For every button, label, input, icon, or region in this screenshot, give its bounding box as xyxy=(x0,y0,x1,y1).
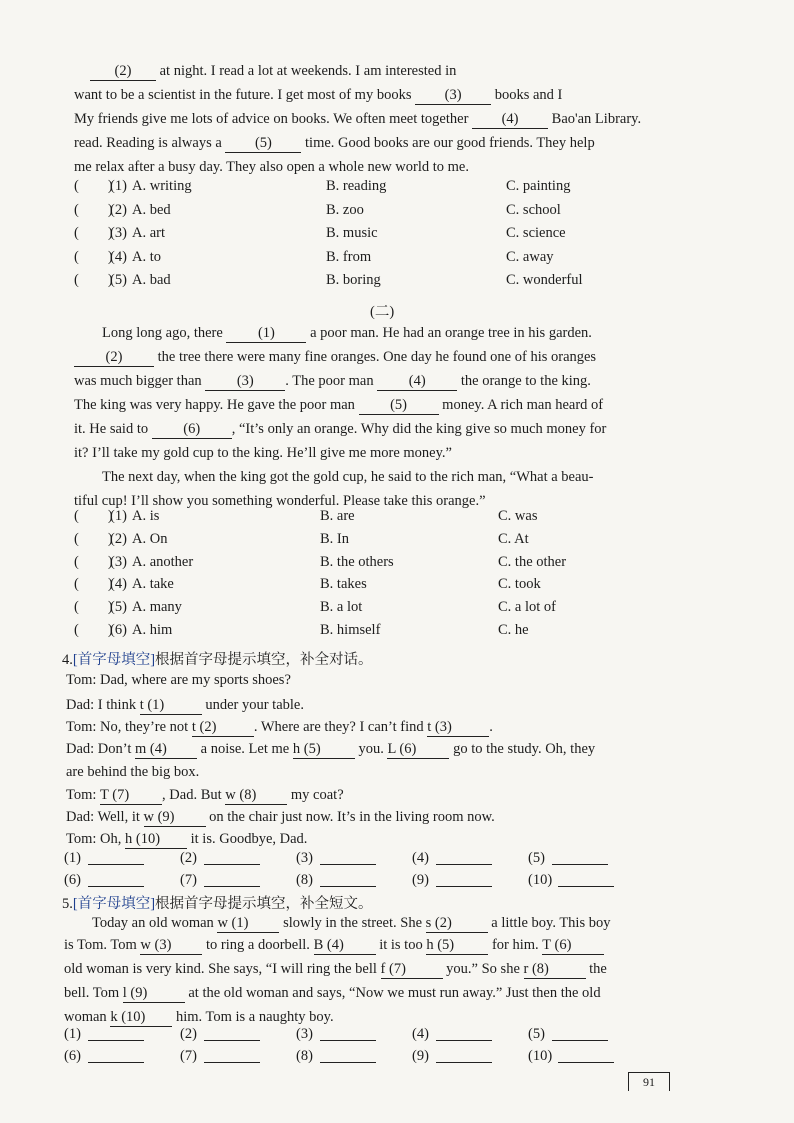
option-a[interactable]: A. is xyxy=(132,508,160,524)
answer-blank[interactable]: t (3) xyxy=(427,718,489,737)
answer-line[interactable] xyxy=(552,1026,608,1041)
answer-line[interactable] xyxy=(88,1026,144,1041)
page-number: 91 xyxy=(628,1072,670,1091)
passage-text: Long long ago, there xyxy=(102,325,227,341)
task-tag: [首字母填空] xyxy=(72,652,156,668)
passage-text: old woman is very kind. She says, “I will ring the bell xyxy=(64,961,381,977)
option-a[interactable]: A. him xyxy=(132,622,173,638)
option-a[interactable]: A. another xyxy=(132,553,194,570)
answer-number: (6) xyxy=(64,872,81,888)
answer-blank[interactable]: (1) xyxy=(226,324,306,343)
answer-number: (8) xyxy=(296,1048,313,1064)
passage-text: go to the study. Oh, they xyxy=(449,741,596,757)
passage-text: for him. xyxy=(488,937,543,953)
option-b[interactable]: B. takes xyxy=(320,576,367,593)
answer-blank[interactable]: k (10) xyxy=(110,1008,172,1027)
answer-blank[interactable]: L (6) xyxy=(387,740,449,759)
passage-text: a little boy. This boy xyxy=(487,915,611,931)
answer-line[interactable] xyxy=(436,1026,492,1041)
question-row xyxy=(74,531,694,553)
passage-text: it is. Goodbye, Dad. xyxy=(187,831,308,847)
answer-blank[interactable]: w (9) xyxy=(144,808,206,827)
answer-blank[interactable]: (5) xyxy=(359,396,439,415)
answer-line[interactable] xyxy=(320,872,376,887)
answer-blank[interactable]: T (6) xyxy=(542,936,604,955)
question-number: (4) xyxy=(110,248,127,265)
passage-text: Tom: Oh, xyxy=(66,831,125,847)
dialogue-line xyxy=(66,830,307,849)
question-number: (4) xyxy=(110,576,127,593)
section-two-mark: (二) xyxy=(370,304,395,320)
passage-text: money. A rich man heard of xyxy=(438,397,604,413)
passage-text: the orange to the king. xyxy=(457,373,591,389)
answer-blank[interactable]: t (1) xyxy=(140,696,202,715)
task-five-heading xyxy=(62,892,373,913)
option-c[interactable]: C. took xyxy=(498,576,541,593)
answer-blank[interactable]: T (7) xyxy=(100,786,162,805)
dialogue-line xyxy=(66,764,199,781)
option-a[interactable]: A. bed xyxy=(132,201,171,218)
answer-blank[interactable]: t (2) xyxy=(192,718,254,737)
question-row xyxy=(74,599,694,621)
option-a[interactable]: A. art xyxy=(132,225,166,241)
answer-bracket[interactable]: ( ) xyxy=(74,201,113,218)
passage-text: My friends give me lots of advice on books. We often meet together xyxy=(74,111,473,127)
answer-line[interactable] xyxy=(558,1048,614,1063)
option-b[interactable]: B. reading xyxy=(326,178,387,194)
question-number: (3) xyxy=(110,553,127,570)
answer-bracket[interactable]: ( ) xyxy=(74,530,113,547)
answer-blank[interactable]: B (4) xyxy=(314,936,376,955)
passage-text: Bao'an Library. xyxy=(548,111,642,127)
answer-number: (3) xyxy=(296,1026,313,1042)
answer-line[interactable] xyxy=(204,1026,260,1041)
answer-bracket[interactable]: ( ) xyxy=(74,576,113,593)
answer-bracket[interactable]: ( ) xyxy=(74,622,113,638)
answer-blank[interactable]: h (5) xyxy=(293,740,355,759)
answer-item xyxy=(64,850,174,872)
answer-bracket[interactable]: ( ) xyxy=(74,225,113,241)
option-a[interactable]: A. On xyxy=(132,530,168,547)
task-number: 5. xyxy=(62,896,73,912)
answer-number: (10) xyxy=(528,872,553,888)
answer-line[interactable] xyxy=(204,850,260,865)
answer-item xyxy=(296,1026,406,1048)
dialogue-line xyxy=(66,808,495,827)
passage-text: slowly in the street. She xyxy=(279,915,426,931)
passage-text: a poor man. He had an orange tree in his garden. xyxy=(306,325,592,341)
answer-line[interactable] xyxy=(558,872,614,887)
answer-blank[interactable]: (4) xyxy=(472,110,548,129)
question-number: (3) xyxy=(110,225,127,241)
option-b[interactable]: B. boring xyxy=(326,272,381,288)
answer-number: (6) xyxy=(64,1048,81,1064)
passage-line xyxy=(64,984,601,1003)
passage-text: Tom: xyxy=(66,787,101,803)
answer-blank[interactable]: h (5) xyxy=(426,936,488,955)
option-b[interactable]: B. zoo xyxy=(326,201,364,218)
passage-text: , Dad. But xyxy=(162,787,226,803)
question-number: (5) xyxy=(110,599,127,616)
passage-line xyxy=(90,60,696,84)
answer-item xyxy=(528,872,638,894)
answer-blank[interactable]: l (9) xyxy=(123,984,185,1003)
answer-blank[interactable]: h (10) xyxy=(125,830,187,849)
question-number: (1) xyxy=(110,178,127,194)
passage-text: woman xyxy=(64,1009,111,1025)
answer-item xyxy=(180,1026,290,1048)
option-c[interactable]: C. At xyxy=(498,530,529,547)
answer-line[interactable] xyxy=(436,872,492,887)
passage-text: it? I’ll take my gold cup to the king. He’ll give me more money.” xyxy=(74,445,452,461)
option-c[interactable]: C. away xyxy=(506,248,554,265)
passage-text: on the chair just now. It’s in the living room now. xyxy=(205,809,495,825)
answer-line[interactable] xyxy=(320,1026,376,1041)
passage-line xyxy=(64,1008,334,1027)
option-a[interactable]: A. many xyxy=(132,599,182,616)
answer-line[interactable] xyxy=(436,850,492,865)
answer-line[interactable] xyxy=(204,872,260,887)
option-c[interactable]: C. the other xyxy=(498,553,567,570)
passage-line xyxy=(74,156,680,180)
option-b[interactable]: B. music xyxy=(326,225,378,241)
passage-text: The king was very happy. He gave the poor man xyxy=(74,397,359,413)
question-row xyxy=(74,508,694,530)
passage-line xyxy=(74,394,680,418)
option-a[interactable]: A. writing xyxy=(132,178,192,194)
passage-line xyxy=(74,346,680,370)
option-c[interactable]: C. school xyxy=(506,201,561,218)
answer-item xyxy=(64,872,174,894)
answer-blank[interactable]: w (8) xyxy=(225,786,287,805)
question-number: (2) xyxy=(110,530,127,547)
answer-bracket[interactable]: ( ) xyxy=(74,599,113,616)
answer-line[interactable] xyxy=(436,1048,492,1063)
answer-line[interactable] xyxy=(204,1048,260,1063)
passage-text: him. Tom is a naughty boy. xyxy=(172,1009,334,1025)
answer-number: (3) xyxy=(296,850,313,866)
option-b[interactable]: B. himself xyxy=(320,622,381,638)
passage-text: are behind the big box. xyxy=(66,764,200,780)
question-number: (2) xyxy=(110,201,127,218)
passage-text: it. He said to xyxy=(74,421,152,437)
question-row xyxy=(74,178,694,200)
passage-text: want to be a scientist in the future. I get most of my books xyxy=(74,87,416,103)
answer-blank[interactable]: m (4) xyxy=(135,740,197,759)
option-a[interactable]: A. bad xyxy=(132,272,171,288)
question-row xyxy=(74,272,694,294)
dialogue-line xyxy=(66,740,595,759)
answer-line[interactable] xyxy=(88,1048,144,1063)
passage-line xyxy=(64,914,610,933)
passage-text: . Where are they? I can’t find xyxy=(253,719,428,735)
dialogue-line xyxy=(66,786,344,805)
option-c[interactable]: C. was xyxy=(498,508,538,524)
passage-text: Tom: No, they’re not xyxy=(66,719,192,735)
answer-blank[interactable]: (4) xyxy=(377,372,457,391)
answer-item xyxy=(64,1026,174,1048)
passage-text: Today an old woman xyxy=(92,915,218,931)
passage-text: bell. Tom xyxy=(64,985,123,1001)
answer-item xyxy=(64,1048,174,1070)
answer-item xyxy=(528,850,638,872)
passage-text: at night. I read a lot at weekends. I am interested in xyxy=(156,63,457,79)
option-b[interactable]: B. from xyxy=(326,248,372,265)
passage-text: you.” So she xyxy=(442,961,524,977)
answer-number: (5) xyxy=(528,850,545,866)
passage-text: Dad: Well, it xyxy=(66,809,144,825)
passage-text: . The poor man xyxy=(285,373,378,389)
answer-bracket[interactable]: ( ) xyxy=(74,248,113,265)
passage-text: the xyxy=(585,961,607,977)
option-b[interactable]: B. a lot xyxy=(320,599,363,616)
passage-line xyxy=(74,108,680,132)
answer-number: (1) xyxy=(64,850,81,866)
option-c[interactable]: C. painting xyxy=(506,178,571,194)
answer-blank[interactable]: s (2) xyxy=(426,914,488,933)
answer-line[interactable] xyxy=(320,1048,376,1063)
answer-number: (2) xyxy=(180,1026,197,1042)
answer-item xyxy=(412,872,522,894)
answer-blank[interactable]: r (8) xyxy=(524,960,586,979)
task-four-heading xyxy=(62,648,373,669)
answer-bracket[interactable]: ( ) xyxy=(74,508,113,524)
answer-blank[interactable]: w (1) xyxy=(217,914,279,933)
task-instruction: 根据首字母提示填空，补全短文。 xyxy=(155,896,373,912)
answer-blank[interactable]: (2) xyxy=(90,62,156,81)
answer-bracket[interactable]: ( ) xyxy=(74,553,113,570)
answer-number: (10) xyxy=(528,1048,553,1064)
answer-number: (9) xyxy=(412,1048,429,1064)
dialogue-line xyxy=(66,672,291,689)
passage-text: books and I xyxy=(491,87,563,103)
answer-number: (7) xyxy=(180,1048,197,1064)
answer-item xyxy=(412,850,522,872)
answer-blank[interactable]: (2) xyxy=(74,348,154,367)
passage-line xyxy=(64,936,604,955)
answer-number: (9) xyxy=(412,872,429,888)
answer-line[interactable] xyxy=(552,850,608,865)
answer-item xyxy=(296,850,406,872)
answer-item xyxy=(180,850,290,872)
passage-text: a noise. Let me xyxy=(197,741,293,757)
passage-text: Dad: I think xyxy=(66,697,140,713)
passage-text: you. xyxy=(354,741,388,757)
answer-blank[interactable]: f (7) xyxy=(381,960,443,979)
option-c[interactable]: C. he xyxy=(498,622,529,638)
answer-blank[interactable]: (3) xyxy=(205,372,285,391)
answer-item xyxy=(180,1048,290,1070)
answer-bracket[interactable]: ( ) xyxy=(74,272,113,288)
answer-bracket[interactable]: ( ) xyxy=(74,178,113,194)
answer-line[interactable] xyxy=(88,872,144,887)
question-row xyxy=(74,622,694,644)
passage-line xyxy=(74,418,680,442)
answer-item xyxy=(180,872,290,894)
option-b[interactable]: B. In xyxy=(320,530,349,547)
question-row xyxy=(74,225,694,247)
answer-item xyxy=(412,1048,522,1070)
passage-text: . xyxy=(489,719,493,735)
option-b[interactable]: B. are xyxy=(320,508,355,524)
option-c[interactable]: C. a lot of xyxy=(498,599,556,616)
option-a[interactable]: A. take xyxy=(132,576,174,593)
option-a[interactable]: A. to xyxy=(132,248,161,265)
task-instruction: 根据首字母提示填空，补全对话。 xyxy=(155,652,373,668)
question-row xyxy=(74,202,694,224)
passage-text: was much bigger than xyxy=(74,373,206,389)
answer-item xyxy=(412,1026,522,1048)
answer-number: (8) xyxy=(296,872,313,888)
question-row xyxy=(74,249,694,271)
passage-text: read. Reading is always a xyxy=(74,135,226,151)
question-row xyxy=(74,554,694,576)
question-number: (5) xyxy=(110,272,127,288)
answer-blank[interactable]: (3) xyxy=(415,86,491,105)
question-number: (6) xyxy=(110,622,127,638)
answer-blank[interactable]: w (3) xyxy=(140,936,202,955)
passage-text: time. Good books are our good friends. They help xyxy=(301,135,595,151)
option-c[interactable]: C. wonderful xyxy=(506,272,583,288)
passage-text: , “It’s only an orange. Why did the king give so much money for xyxy=(231,421,607,437)
passage-line xyxy=(64,960,607,979)
answer-line[interactable] xyxy=(320,850,376,865)
answer-item xyxy=(528,1048,638,1070)
passage-line xyxy=(74,132,680,156)
answer-blank[interactable]: (5) xyxy=(225,134,301,153)
option-b[interactable]: B. the others xyxy=(320,553,394,570)
dialogue-line xyxy=(66,696,304,715)
passage-text: is Tom. Tom xyxy=(64,937,141,953)
dialogue-line xyxy=(66,718,493,737)
question-number: (1) xyxy=(110,508,127,524)
passage-line xyxy=(74,466,680,490)
answer-number: (4) xyxy=(412,850,429,866)
passage-text: me relax after a busy day. They also open a whole new world to me. xyxy=(74,159,469,175)
passage-text: my coat? xyxy=(287,787,344,803)
passage-text: tiful cup! I’ll show you something wonderful. Please take this orange.” xyxy=(74,493,486,509)
passage-line xyxy=(74,442,680,466)
passage-text: it is too xyxy=(375,937,427,953)
passage-text: Dad: Don’t xyxy=(66,741,136,757)
answer-blank[interactable]: (6) xyxy=(152,420,232,439)
passage-line xyxy=(74,322,680,346)
passage-text: at the old woman and says, “Now we must run away.” Just then the old xyxy=(184,985,601,1001)
task-tag: [首字母填空] xyxy=(72,896,156,912)
passage-text: under your table. xyxy=(201,697,304,713)
answer-line[interactable] xyxy=(88,850,144,865)
answer-item xyxy=(296,872,406,894)
answer-item xyxy=(296,1048,406,1070)
answer-number: (5) xyxy=(528,1026,545,1042)
answer-number: (7) xyxy=(180,872,197,888)
passage-line xyxy=(74,370,680,394)
task-number: 4. xyxy=(62,652,73,668)
answer-item xyxy=(528,1026,638,1048)
answer-number: (4) xyxy=(412,1026,429,1042)
answer-number: (1) xyxy=(64,1026,81,1042)
passage-line xyxy=(74,84,680,108)
passage-text: to ring a doorbell. xyxy=(202,937,314,953)
question-row xyxy=(74,576,694,598)
passage-text: The next day, when the king got the gold cup, he said to the rich man, “What a beau- xyxy=(102,469,594,485)
passage-text: Tom: Dad, where are my sports shoes? xyxy=(66,672,291,688)
passage-text: the tree there were many fine oranges. One day he found one of his oranges xyxy=(154,349,597,365)
answer-number: (2) xyxy=(180,850,197,866)
option-c[interactable]: C. science xyxy=(506,225,566,241)
